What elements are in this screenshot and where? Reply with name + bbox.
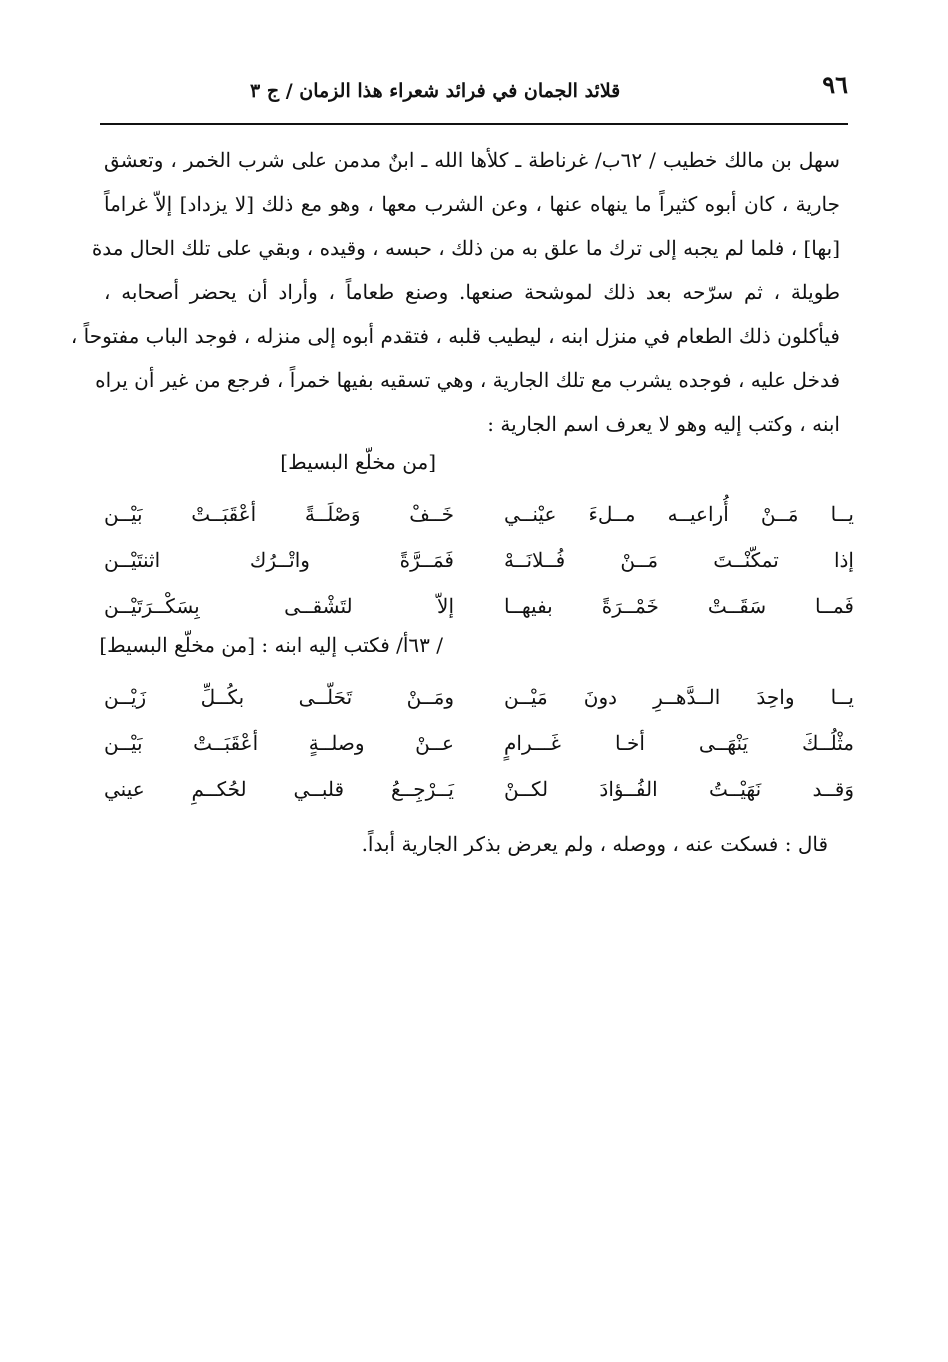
header-rule	[100, 123, 848, 125]
verse-first-hemistich: مثْلُــكَ يَنْهَــى أخـا غَـــرامٍ	[504, 731, 854, 755]
prose-line: فدخل عليه ، فوجده يشرب مع تلك الجارية ، وهي تسقيه بفيها خمراً ، فرجع من غير أن يراه	[95, 368, 840, 392]
page-number: ٩٦	[822, 70, 848, 99]
poem-verse	[104, 767, 854, 811]
prose-line: ابنه ، وكتب إليه وهو لا يعرف اسم الجارية :	[487, 412, 840, 436]
prose-paragraph	[70, 138, 841, 446]
poem-meter-label: [من مخلّع البسيط]	[99, 633, 256, 657]
verse-second-hemistich: فَمَــرَّةً واتْــرُك اثنتَيْــن	[104, 548, 454, 572]
verse-first-hemistich: يــا واحِدَ الــدَّهــرِ دونَ مَيْــن	[504, 685, 854, 709]
poem-intro: / ٦٣أ/ فكتب إليه ابنه :	[261, 633, 443, 657]
poem-verse	[104, 584, 854, 628]
poem-verse	[104, 538, 854, 582]
prose-line: جارية ، كان أبوه كثيراً ما ينهاه عنها ، وعن الشرب معها ، وهو مع ذلك [لا يزداد] إلاّ غراماً	[104, 192, 841, 216]
poem-meter-label: [من مخلّع البسيط]	[280, 450, 436, 474]
prose-line: سهل بن مالك خطيب / ٦٢ب/ غرناطة ـ كلأها الله ـ ابنٌ مدمن على شرب الخمر ، وتعشق	[104, 148, 841, 172]
prose-line: [بها] ، فلما لم يجبه إلى ترك ما علق به من ذلك ، حبسه ، وقيده ، وبقي على تلك الحال مدة	[91, 236, 840, 260]
prose-line: طويلة ، ثم سرّحه بعد ذلك لموشحة صنعها. وصنع طعاماً ، وأراد أن يحضر أصحابه ،	[104, 280, 840, 304]
poem-intro-line	[99, 633, 443, 657]
verse-first-hemistich: فَمــا سَقَــتْ خَمْــرَةً بفيهــا	[504, 594, 854, 618]
verse-second-hemistich: يَــرْجِــعُ قلبــي لحُكــمِ عيني	[104, 777, 454, 801]
verse-second-hemistich: ومَــنْ تَحَلّــى بكُــلِّ زَيْــن	[104, 685, 454, 709]
poem-verse	[104, 675, 854, 719]
verse-first-hemistich: إذا تمكّنْــتَ مَــنْ فُــلانَــهْ	[504, 548, 854, 572]
verse-second-hemistich: إلاّ لتَشْقــى بِسَكْــرَتَيْــن	[104, 594, 454, 618]
poem-verse	[104, 721, 854, 765]
verse-first-hemistich: وَقــد نَهَيْــتُ الفُــؤادَ لكــنْ	[504, 777, 854, 801]
verse-first-hemistich: يــا مَــنْ أُراعيــه مــلءَ عيْنــي	[504, 502, 854, 526]
verse-second-hemistich: عــنْ وصلــةٍ أعْقَبَــتْ بَيْــن	[104, 731, 454, 755]
prose-line: فيأكلون ذلك الطعام في منزل ابنه ، ليطيب قلبه ، فتقدم أبوه إلى منزله ، فوجد الباب مفتوحاً ،	[70, 324, 840, 348]
poem-verse	[104, 492, 854, 536]
page-header	[100, 70, 848, 120]
closing-sentence: قال : فسكت عنه ، ووصله ، ولم يعرض بذكر الجارية أبداً.	[361, 832, 828, 856]
verse-second-hemistich: خَــفْ وَصْلَــةً أعْقَبَــتْ بَيْــن	[104, 502, 454, 526]
running-title: قلائد الجمان في فرائد شعراء هذا الزمان / ج ٣	[250, 80, 621, 102]
